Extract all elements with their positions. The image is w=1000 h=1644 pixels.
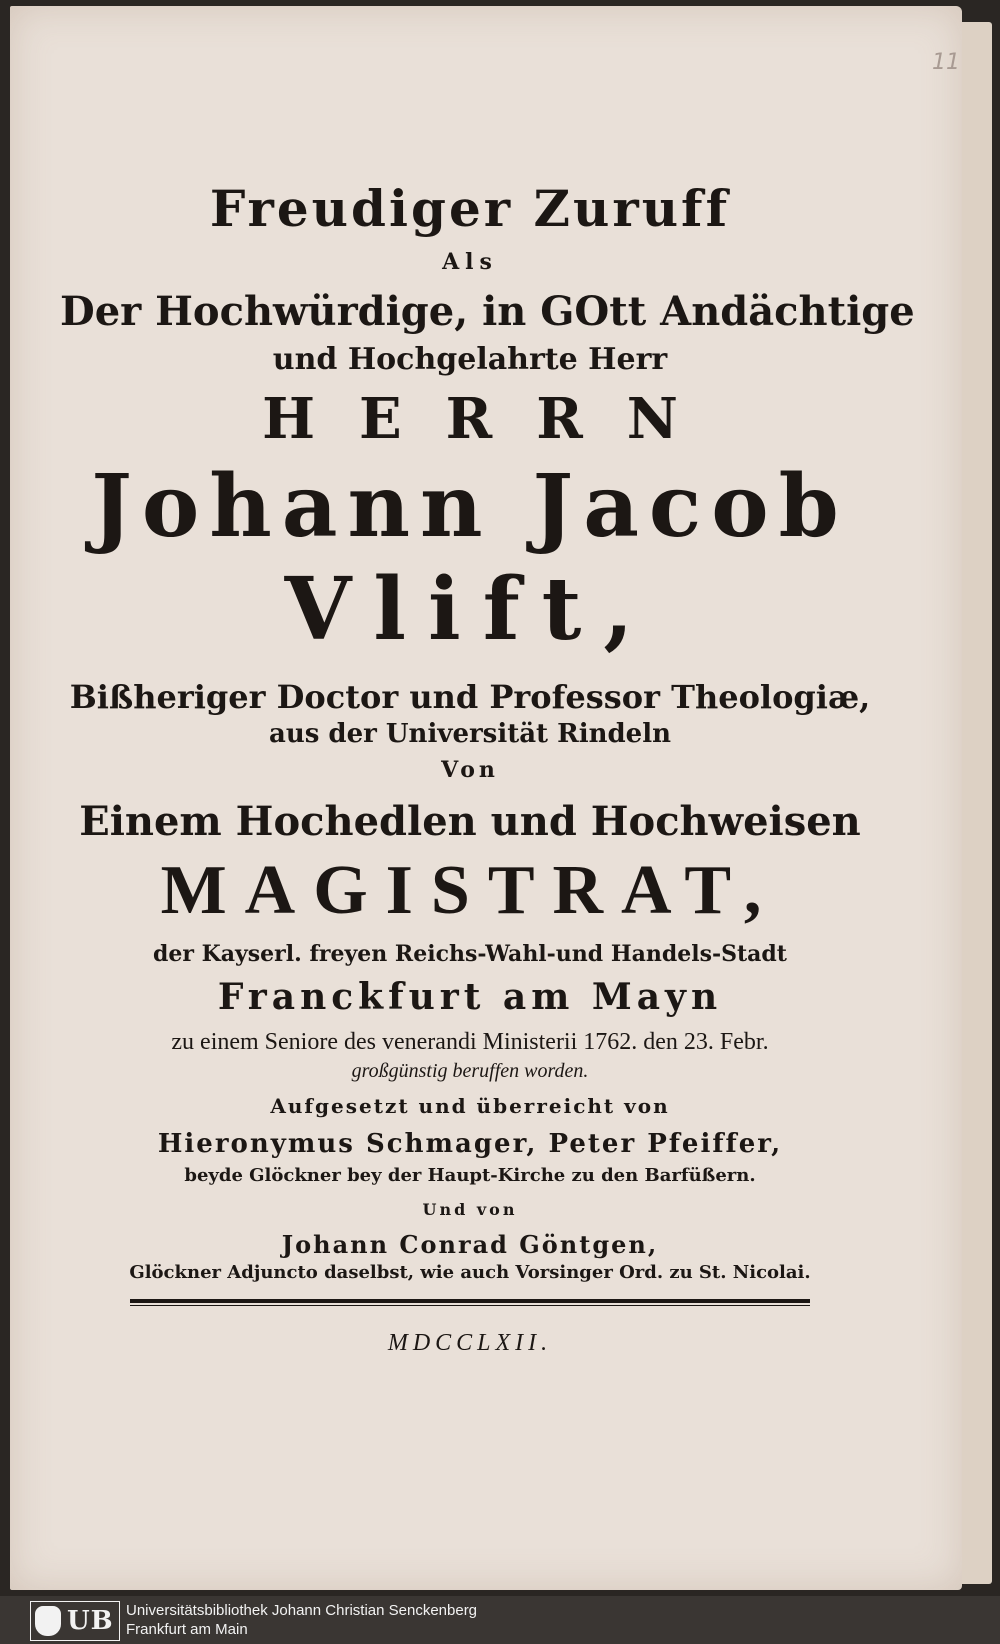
line-year: MDCCLXII.: [387, 1330, 553, 1357]
document-title: Freudiger Zuruff: [209, 179, 731, 238]
line-universitaet: aus der Universität Rindeln: [268, 719, 672, 750]
institution-name: Universitätsbibliothek Johann Christian Senckenberg: [126, 1602, 478, 1619]
name-first: Johann Jacob: [91, 455, 849, 557]
line-einem: Einem Hochedlen und Hochweisen: [79, 798, 861, 846]
institution-city: Frankfurt am Main: [126, 1621, 248, 1638]
line-herrn: HERRN: [262, 386, 722, 453]
divider-rule: [130, 1299, 810, 1306]
institution-text: [126, 1601, 477, 1639]
library-logo[interactable]: [30, 1601, 120, 1641]
line-magistrat: MAGISTRAT,: [160, 852, 780, 930]
line-franckfurt: Franckfurt am Mayn: [217, 976, 723, 1019]
footer-bar: [0, 1596, 1000, 1644]
line-beruffen: großgünstig beruffen worden.: [351, 1060, 589, 1083]
line-aufgesetzt: Aufgesetzt und überreicht von: [270, 1094, 670, 1119]
line-von: Von: [441, 757, 499, 784]
line-seniore: zu einem Seniore des venerandi Ministerii 1762. den 23. Febr.: [171, 1028, 769, 1055]
logo-label: UB: [67, 1606, 114, 1636]
document-text: [60, 170, 915, 1358]
line-hochgelahrte: und Hochgelahrte Herr: [272, 341, 668, 377]
line-gloeckner: beyde Glöckner bey der Haupt-Kirche zu den Barfüßern.: [184, 1165, 756, 1187]
line-authors: Hieronymus Schmager, Peter Pfeiffer,: [157, 1129, 783, 1160]
line-conrad: Johann Conrad Göntgen,: [281, 1230, 659, 1260]
name-last: Vlift,: [284, 558, 656, 660]
crest-icon: [35, 1606, 61, 1636]
line-und-von: Und von: [422, 1199, 518, 1219]
line-adjuncto: Glöckner Adjuncto daselbst, wie auch Vorsinger Ord. zu St. Nicolai.: [129, 1261, 811, 1283]
line-kayserl: der Kayserl. freyen Reichs-Wahl-und Handels-Stadt: [153, 940, 787, 967]
line-der-hochwuerdige: Der Hochwürdige, in GOtt Andächtige: [60, 287, 915, 335]
line-als: Als: [442, 248, 498, 275]
line-doctor: Bißheriger Doctor und Professor Theologiæ,: [69, 678, 871, 717]
pencil-folio-number: 11: [932, 50, 960, 75]
